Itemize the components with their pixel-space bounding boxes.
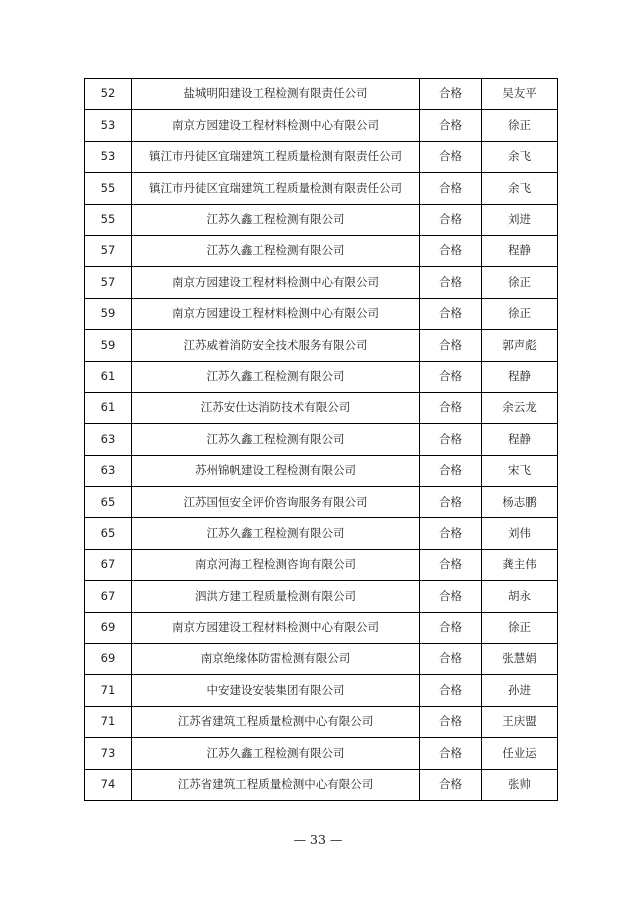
- table-row: [85, 581, 558, 612]
- cell-person: 徐正: [482, 298, 558, 329]
- table-row: [85, 235, 558, 266]
- cell-number: 59: [85, 298, 132, 329]
- cell-organization: 南京方园建设工程材料检测中心有限公司: [132, 298, 420, 329]
- cell-organization: 南京河海工程检测咨询有限公司: [132, 549, 420, 580]
- cell-number: 53: [85, 110, 132, 141]
- cell-number: 65: [85, 487, 132, 518]
- cell-organization: 南京方园建设工程材料检测中心有限公司: [132, 612, 420, 643]
- cell-person: 郭声彪: [482, 330, 558, 361]
- results-table: [84, 78, 558, 801]
- cell-result: 合格: [420, 361, 482, 392]
- table-row: [85, 549, 558, 580]
- cell-number: 59: [85, 330, 132, 361]
- cell-result: 合格: [420, 204, 482, 235]
- cell-result: 合格: [420, 267, 482, 298]
- table-row: [85, 141, 558, 172]
- table-row: [85, 330, 558, 361]
- cell-result: 合格: [420, 330, 482, 361]
- cell-result: 合格: [420, 487, 482, 518]
- cell-result: 合格: [420, 79, 482, 110]
- cell-result: 合格: [420, 455, 482, 486]
- table-row: [85, 267, 558, 298]
- cell-number: 69: [85, 644, 132, 675]
- table-row: [85, 706, 558, 737]
- cell-number: 73: [85, 738, 132, 769]
- cell-organization: 江苏省建筑工程质量检测中心有限公司: [132, 706, 420, 737]
- cell-organization: 江苏久鑫工程检测有限公司: [132, 738, 420, 769]
- cell-result: 合格: [420, 581, 482, 612]
- cell-person: 龚主伟: [482, 549, 558, 580]
- table-row: [85, 173, 558, 204]
- cell-organization: 泗洪方建工程质量检测有限公司: [132, 581, 420, 612]
- cell-person: 孙进: [482, 675, 558, 706]
- cell-number: 63: [85, 455, 132, 486]
- table-row: [85, 518, 558, 549]
- cell-person: 徐正: [482, 612, 558, 643]
- cell-organization: 南京方园建设工程材料检测中心有限公司: [132, 267, 420, 298]
- cell-person: 程静: [482, 361, 558, 392]
- cell-organization: 江苏国恒安全评价咨询服务有限公司: [132, 487, 420, 518]
- cell-person: 宋飞: [482, 455, 558, 486]
- table-row: [85, 110, 558, 141]
- cell-result: 合格: [420, 769, 482, 800]
- cell-number: 55: [85, 173, 132, 204]
- cell-organization: 江苏久鑫工程检测有限公司: [132, 424, 420, 455]
- table-row: [85, 424, 558, 455]
- table-row: [85, 392, 558, 423]
- table-row: [85, 79, 558, 110]
- cell-organization: 镇江市丹徒区宜瑞建筑工程质量检测有限责任公司: [132, 141, 420, 172]
- cell-organization: 镇江市丹徒区宜瑞建筑工程质量检测有限责任公司: [132, 173, 420, 204]
- table-row: [85, 612, 558, 643]
- cell-person: 徐正: [482, 267, 558, 298]
- cell-result: 合格: [420, 141, 482, 172]
- cell-number: 57: [85, 235, 132, 266]
- cell-person: 吴友平: [482, 79, 558, 110]
- cell-result: 合格: [420, 675, 482, 706]
- cell-number: 61: [85, 361, 132, 392]
- cell-number: 74: [85, 769, 132, 800]
- cell-number: 61: [85, 392, 132, 423]
- cell-person: 余云龙: [482, 392, 558, 423]
- cell-person: 程静: [482, 235, 558, 266]
- cell-result: 合格: [420, 298, 482, 329]
- table-row: [85, 644, 558, 675]
- cell-number: 67: [85, 581, 132, 612]
- cell-person: 余飞: [482, 141, 558, 172]
- cell-number: 55: [85, 204, 132, 235]
- table-row: [85, 204, 558, 235]
- cell-number: 69: [85, 612, 132, 643]
- cell-person: 张慧娟: [482, 644, 558, 675]
- cell-organization: 苏州锦帆建设工程检测有限公司: [132, 455, 420, 486]
- cell-number: 71: [85, 675, 132, 706]
- cell-person: 刘进: [482, 204, 558, 235]
- cell-person: 胡永: [482, 581, 558, 612]
- table-row: [85, 738, 558, 769]
- cell-organization: 江苏久鑫工程检测有限公司: [132, 361, 420, 392]
- cell-result: 合格: [420, 518, 482, 549]
- cell-result: 合格: [420, 424, 482, 455]
- cell-person: 张帅: [482, 769, 558, 800]
- cell-organization: 江苏省建筑工程质量检测中心有限公司: [132, 769, 420, 800]
- cell-number: 53: [85, 141, 132, 172]
- cell-result: 合格: [420, 738, 482, 769]
- cell-person: 刘伟: [482, 518, 558, 549]
- cell-person: 王庆盟: [482, 706, 558, 737]
- page-number: — 33 —: [293, 832, 343, 847]
- cell-person: 程静: [482, 424, 558, 455]
- cell-number: 67: [85, 549, 132, 580]
- cell-result: 合格: [420, 110, 482, 141]
- cell-organization: 江苏威着消防安全技术服务有限公司: [132, 330, 420, 361]
- cell-organization: 江苏久鑫工程检测有限公司: [132, 518, 420, 549]
- table-row: [85, 298, 558, 329]
- cell-result: 合格: [420, 549, 482, 580]
- cell-number: 52: [85, 79, 132, 110]
- cell-organization: 江苏久鑫工程检测有限公司: [132, 235, 420, 266]
- cell-organization: 南京方园建设工程材料检测中心有限公司: [132, 110, 420, 141]
- cell-organization: 江苏久鑫工程检测有限公司: [132, 204, 420, 235]
- table-row: [85, 487, 558, 518]
- cell-result: 合格: [420, 612, 482, 643]
- cell-person: 徐正: [482, 110, 558, 141]
- cell-result: 合格: [420, 173, 482, 204]
- cell-organization: 南京绝缘体防雷检测有限公司: [132, 644, 420, 675]
- cell-person: 杨志鹏: [482, 487, 558, 518]
- cell-result: 合格: [420, 706, 482, 737]
- cell-person: 任业运: [482, 738, 558, 769]
- table-row: [85, 455, 558, 486]
- cell-result: 合格: [420, 644, 482, 675]
- cell-organization: 中安建设安装集团有限公司: [132, 675, 420, 706]
- cell-result: 合格: [420, 392, 482, 423]
- table-row: [85, 769, 558, 800]
- cell-number: 71: [85, 706, 132, 737]
- cell-number: 57: [85, 267, 132, 298]
- table-row: [85, 675, 558, 706]
- cell-number: 63: [85, 424, 132, 455]
- table-row: [85, 361, 558, 392]
- cell-organization: 江苏安仕达消防技术有限公司: [132, 392, 420, 423]
- results-table-body: [85, 79, 558, 801]
- cell-organization: 盐城明阳建设工程检测有限责任公司: [132, 79, 420, 110]
- cell-result: 合格: [420, 235, 482, 266]
- cell-person: 余飞: [482, 173, 558, 204]
- cell-number: 65: [85, 518, 132, 549]
